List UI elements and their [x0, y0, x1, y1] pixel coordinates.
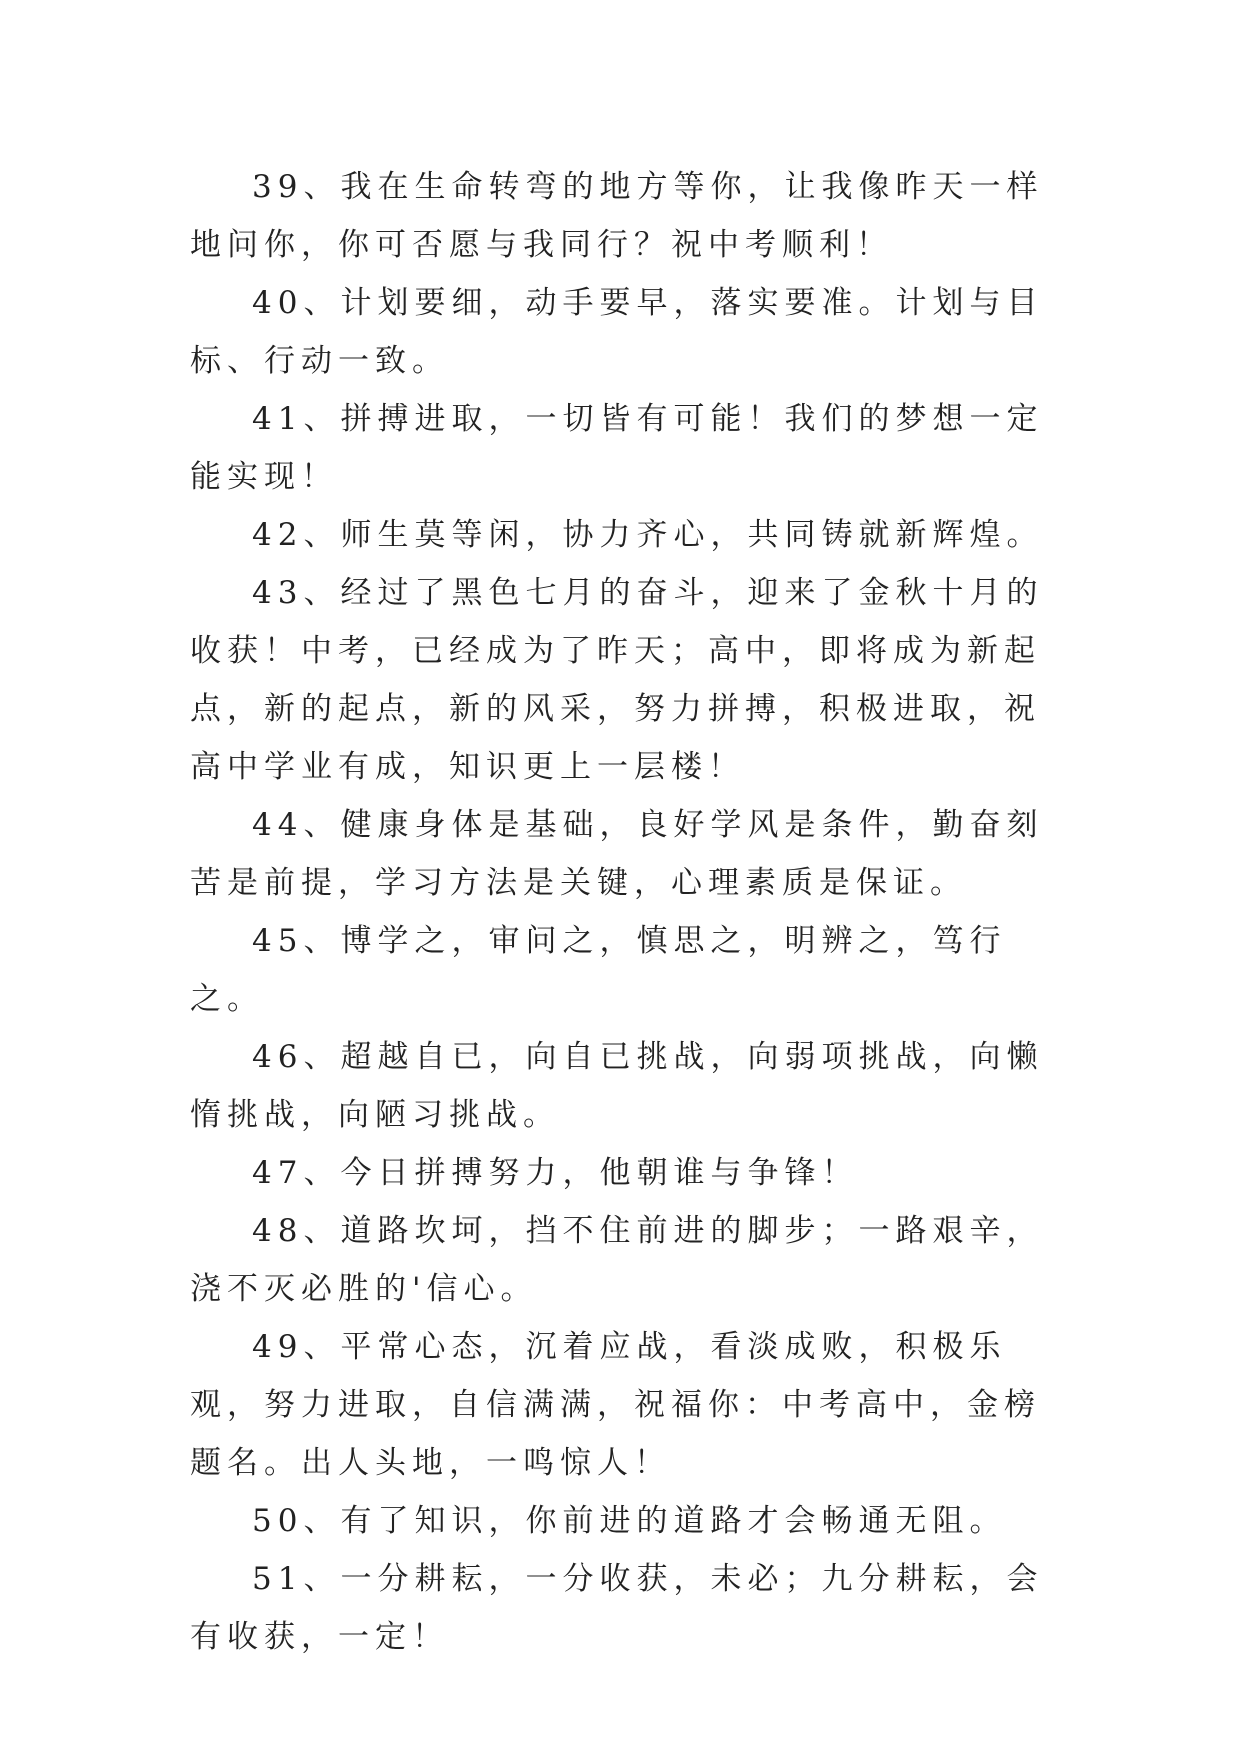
- paragraph-47: 47、今日拼搏努力，他朝谁与争锋！: [252, 1155, 859, 1191]
- paragraph-41: 41、拼搏进取，一切皆有可能！我们的梦想一定能实现！: [190, 401, 1044, 495]
- paragraph-43: 43、经过了黑色七月的奋斗，迎来了金秋十月的收获！中考，已经成为了昨天；高中，即将成为新起点，新的起点，新的风采，努力拼搏，积极进取，祝高中学业有成，知识更上一层楼！: [190, 575, 1044, 785]
- paragraph-45: 45、博学之，审问之，慎思之，明辨之，笃行之。: [190, 923, 1007, 1017]
- paragraph-42: 42、师生莫等闲，协力齐心，共同铸就新辉煌。: [252, 517, 1044, 553]
- paragraph-48: 48、道路坎坷，挡不住前进的脚步；一路艰辛，浇不灭必胜的'信心。: [190, 1213, 1044, 1307]
- paragraph-50: 50、有了知识，你前进的道路才会畅通无阻。: [252, 1503, 1007, 1539]
- paragraph-46: 46、超越自已，向自已挑战，向弱项挑战，向懒惰挑战，向陋习挑战。: [190, 1039, 1044, 1133]
- paragraph-49: 49、平常心态，沉着应战，看淡成败，积极乐观，努力进取，自信满满，祝福你：中考高中，金榜题名。出人头地，一鸣惊人！: [190, 1329, 1041, 1481]
- paragraph-39: 39、我在生命转弯的地方等你，让我像昨天一样地问你，你可否愿与我同行？祝中考顺利！: [190, 169, 1044, 263]
- document-body: [190, 158, 1070, 1666]
- paragraph-44: 44、健康身体是基础，良好学风是条件，勤奋刻苦是前提，学习方法是关键，心理素质是保证。: [190, 807, 1044, 901]
- paragraph-51: 51、一分耕耘，一分收获，未必；九分耕耘，会有收获，一定！: [190, 1561, 1044, 1655]
- paragraph-40: 40、计划要细，动手要早，落实要准。计划与目标、行动一致。: [190, 285, 1044, 379]
